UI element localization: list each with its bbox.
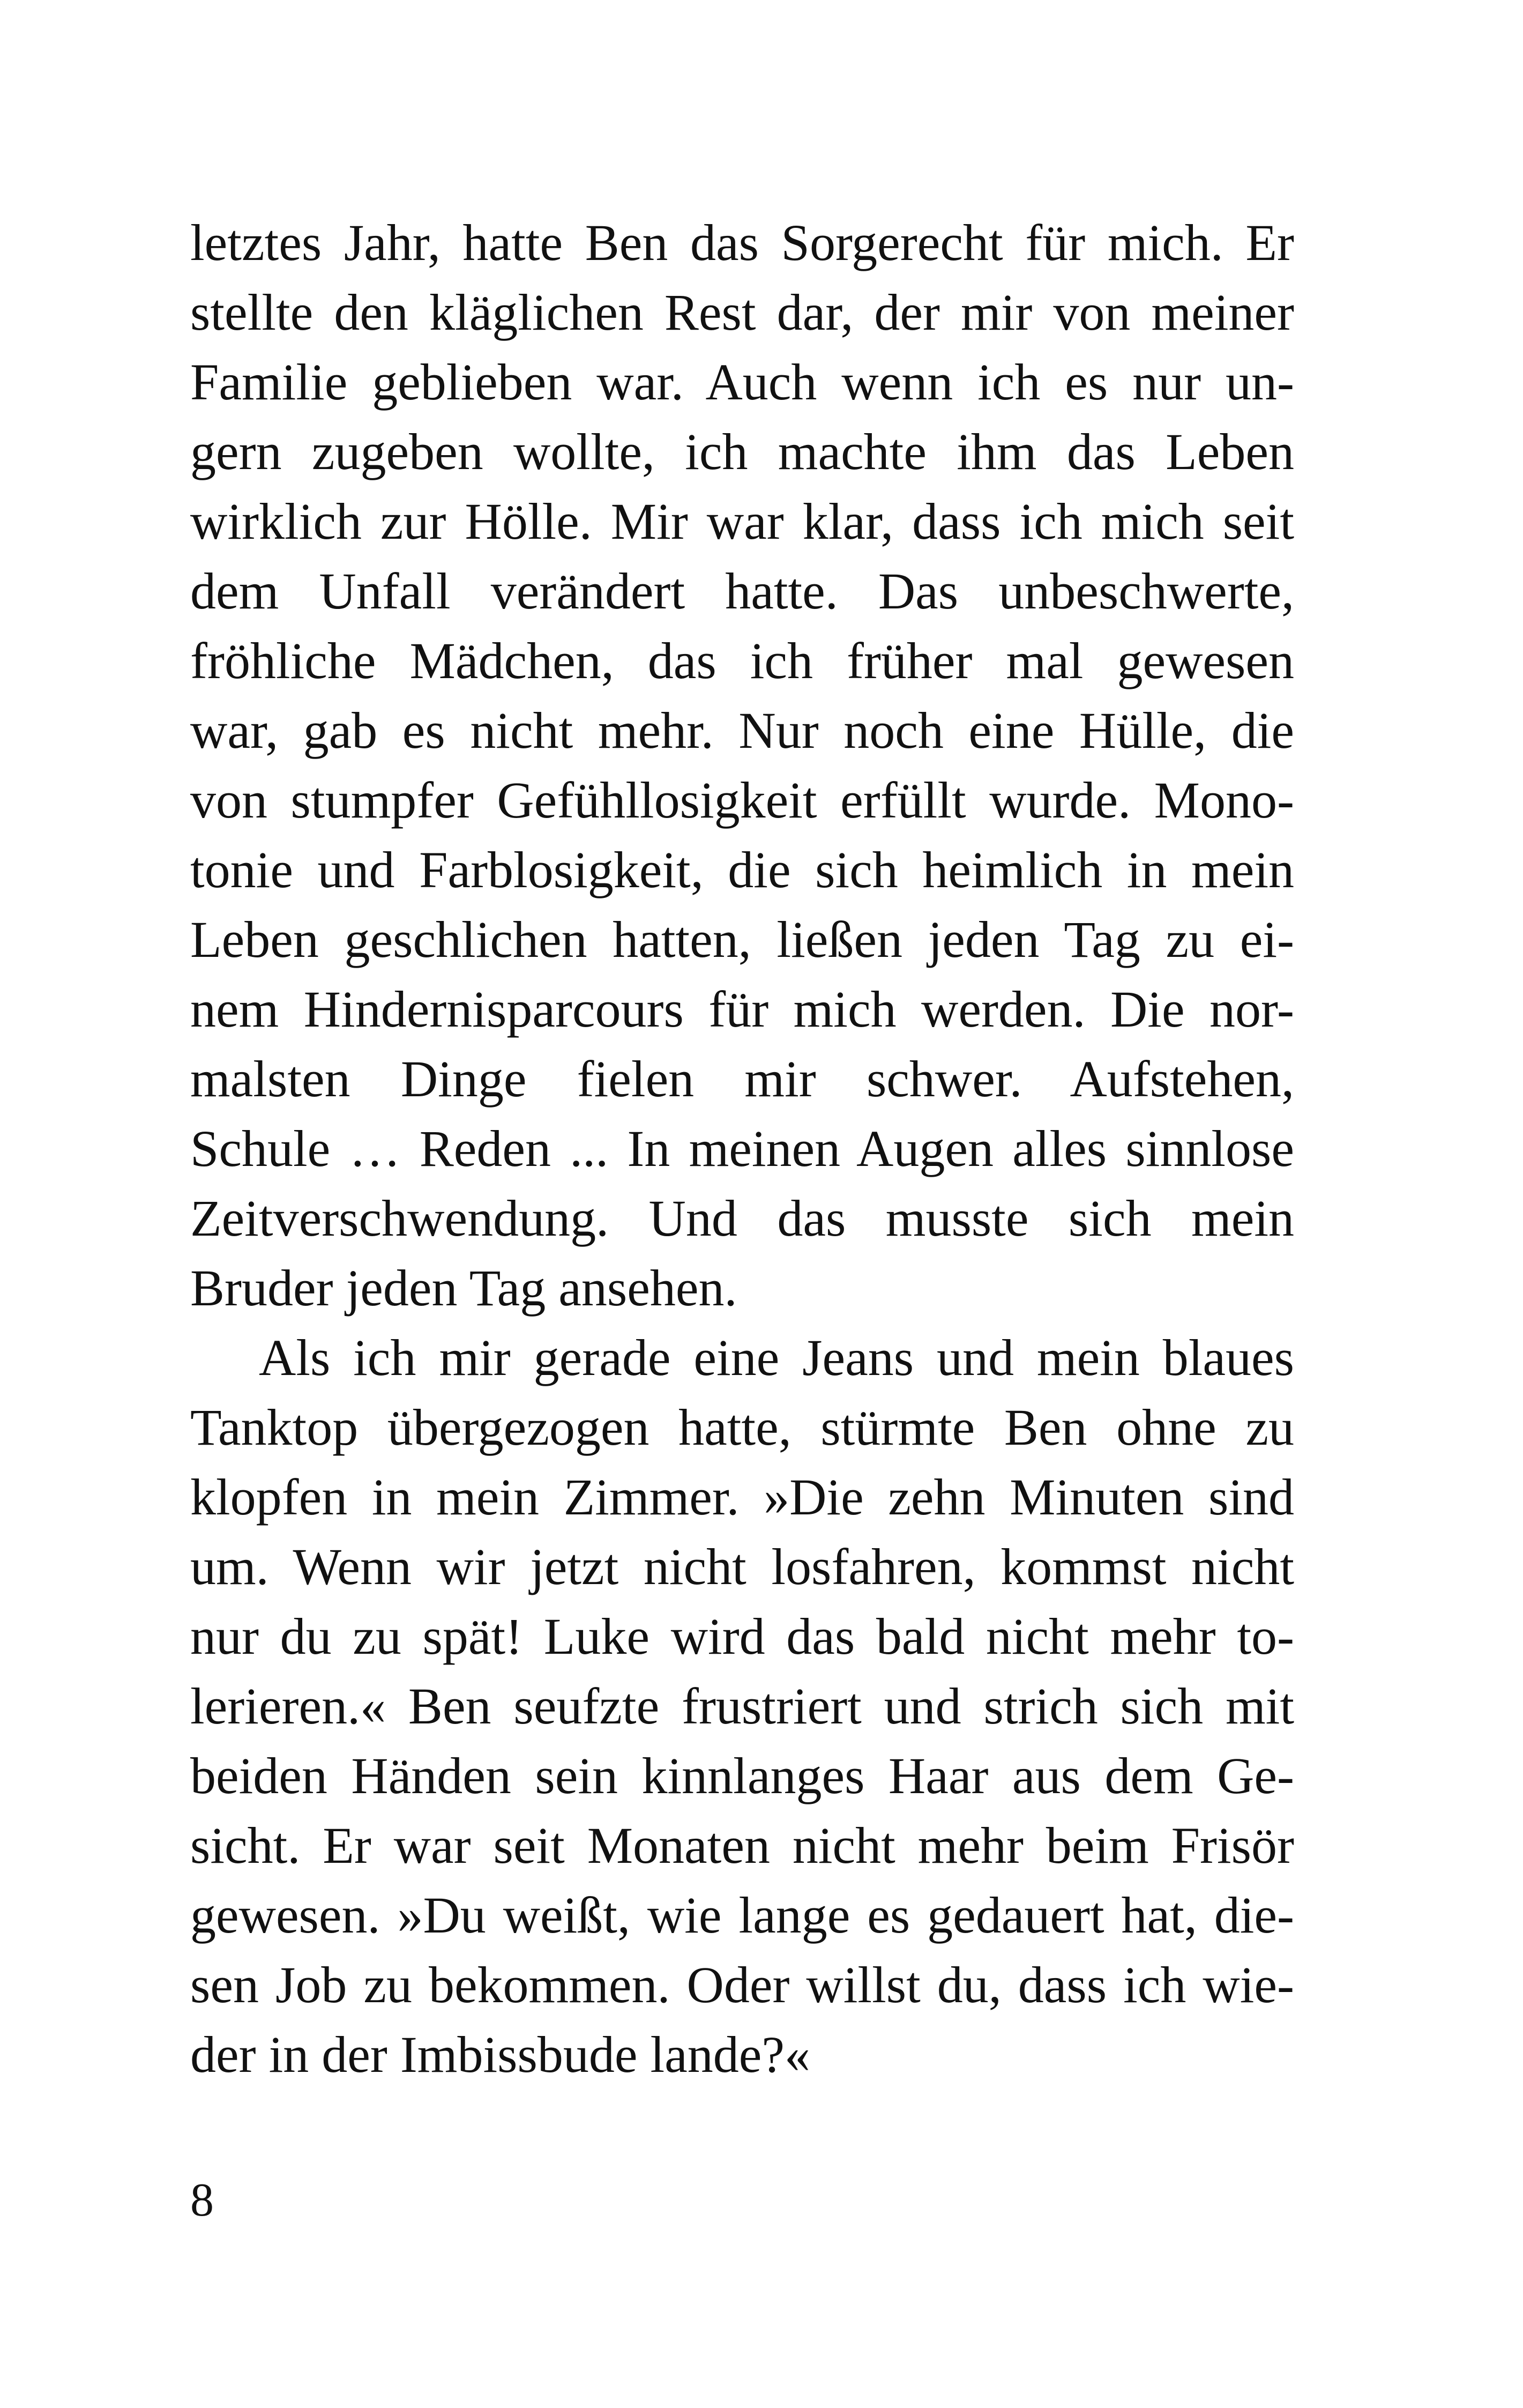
page-number: 8 bbox=[190, 2174, 214, 2226]
body-text bbox=[190, 208, 1294, 2090]
text-line: nur du zu spät! Luke wird das bald nicht mehr to- bbox=[190, 1608, 1294, 1665]
text-line: von stumpfer Gefühllosigkeit erfüllt wurde. Mono- bbox=[190, 771, 1294, 829]
text-line: lerieren.« Ben seufzte frustriert und strich sich mit bbox=[190, 1677, 1294, 1735]
text-line: um. Wenn wir jetzt nicht losfahren, kommst nicht bbox=[190, 1538, 1294, 1595]
text-line: Familie geblieben war. Auch wenn ich es nur un- bbox=[190, 353, 1294, 411]
text-line: malsten Dinge fielen mir schwer. Aufstehen, bbox=[190, 1050, 1294, 1108]
text-line: Leben geschlichen hatten, ließen jeden Tag zu ei- bbox=[190, 911, 1294, 968]
text-line: sen Job zu bekommen. Oder willst du, dass ich wie- bbox=[190, 1956, 1294, 2013]
text-line: klopfen in mein Zimmer. »Die zehn Minuten sind bbox=[190, 1468, 1294, 1526]
text-line: Zeitverschwendung. Und das musste sich mein bbox=[190, 1190, 1294, 1247]
text-line: Bruder jeden Tag ansehen. bbox=[190, 1259, 737, 1317]
text-line: wirklich zur Hölle. Mir war klar, dass ich mich seit bbox=[190, 493, 1294, 550]
text-line: dem Unfall verändert hatte. Das unbeschwerte, bbox=[190, 562, 1294, 620]
text-line: stellte den kläglichen Rest dar, der mir von meiner bbox=[190, 284, 1294, 341]
text-line: beiden Händen sein kinnlanges Haar aus dem Ge- bbox=[190, 1747, 1294, 1804]
text-line: letztes Jahr, hatte Ben das Sorgerecht für mich. Er bbox=[190, 214, 1294, 271]
text-line: Schule … Reden ... In meinen Augen alles sinnlose bbox=[190, 1120, 1294, 1177]
text-line: Tanktop übergezogen hatte, stürmte Ben ohne zu bbox=[190, 1399, 1294, 1456]
text-line: tonie und Farblosigkeit, die sich heimlich in mein bbox=[190, 841, 1294, 898]
text-line: Als ich mir gerade eine Jeans und mein blaues bbox=[259, 1329, 1294, 1386]
text-line: der in der Imbissbude lande?« bbox=[190, 2026, 810, 2083]
text-line: fröhliche Mädchen, das ich früher mal gewesen bbox=[190, 632, 1294, 689]
text-line: gern zugeben wollte, ich machte ihm das Leben bbox=[190, 423, 1294, 480]
text-line: gewesen. »Du weißt, wie lange es gedauert hat, die- bbox=[190, 1886, 1294, 1944]
text-line: sicht. Er war seit Monaten nicht mehr beim Frisör bbox=[190, 1817, 1294, 1874]
text-line: war, gab es nicht mehr. Nur noch eine Hülle, die bbox=[190, 702, 1294, 759]
text-line: nem Hindernisparcours für mich werden. Die nor- bbox=[190, 980, 1294, 1038]
